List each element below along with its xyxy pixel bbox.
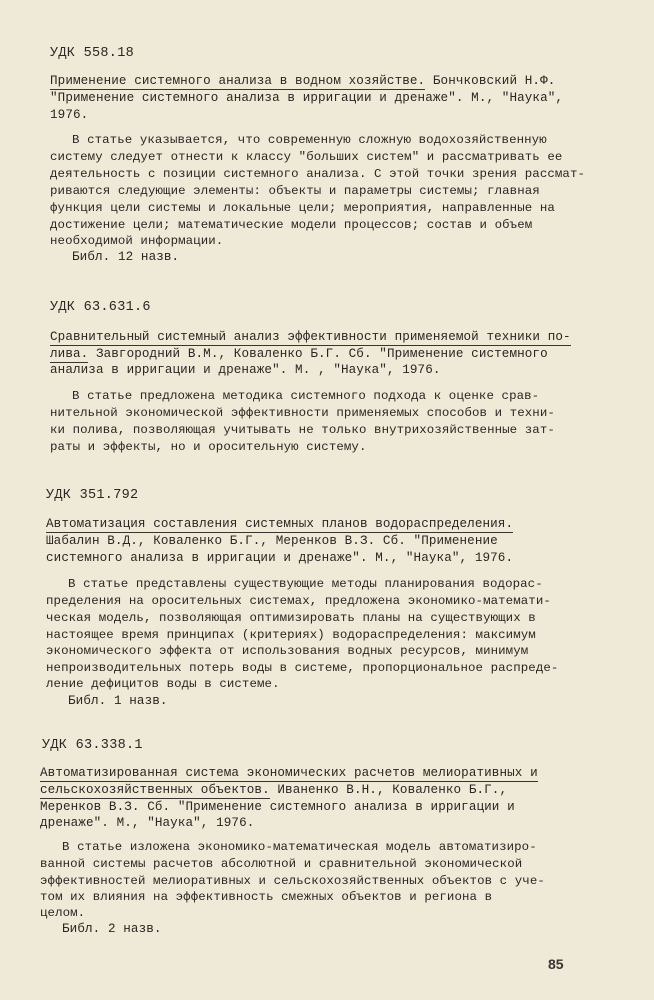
- entry-title-line: [50, 73, 555, 89]
- udk-code: УДК 351.792: [46, 488, 139, 503]
- authors: Завгородний В.М., Коваленко Б.Г. Сб. "Применение системного: [88, 347, 548, 361]
- abstract-line: деятельность с позиции системного анализа. С этой точки зрения рассмат-: [50, 167, 586, 181]
- abstract-line: ванной системы расчетов абсолютной и сравнительной экономической: [40, 857, 523, 871]
- bibliography-count: Библ. 1 назв.: [68, 694, 168, 708]
- citation-line: системного анализа в ирригации и дренаже". М., "Наука", 1976.: [46, 551, 514, 565]
- abstract-line: систему следует отнести к классу "больших систем" и рассматривать ее: [50, 150, 563, 164]
- abstract-line: непроизводительных потерь воды в системе, пропорциональное распреде-: [46, 661, 559, 675]
- abstract-line: достижение цели; математические модели процессов; состав и объем: [50, 218, 533, 232]
- abstract-line: функция цели системы и локальные цели; мероприятия, направленные на: [50, 201, 555, 215]
- citation-line: дренаже". М., "Наука", 1976.: [40, 816, 255, 830]
- authors: Иваненко В.Н., Коваленко Б.Г.,: [269, 783, 508, 797]
- article-title: Сравнительный системный анализ эффективности применяемой техники по-: [50, 330, 571, 344]
- article-title-continued: лива.: [50, 347, 89, 361]
- abstract-line: В статье указывается, что современную сложную водохозяйственную: [72, 133, 547, 147]
- citation-line: "Применение системного анализа в ирригации и дренаже". М., "Наука",: [50, 91, 564, 105]
- abstract-line: ки полива, позволяющая учитывать не только внутрихозяйственные зат-: [50, 423, 555, 437]
- abstract-line: В статье представлены существующие методы планирования водорас-: [68, 577, 543, 591]
- abstract-line: экономического эффекта от использования водных ресурсов, минимум: [46, 644, 529, 658]
- abstract-line: ческая модель, позволяющая оптимизировать планы на существующих в: [46, 611, 536, 625]
- article-title-continued: сельскохозяйственных объектов.: [40, 783, 270, 797]
- entry-title-line: [46, 516, 513, 532]
- citation-line: анализа в ирригации и дренаже". М. , "Наука", 1976.: [50, 363, 441, 377]
- article-title: Применение системного анализа в водном хозяйстве.: [50, 74, 426, 88]
- abstract-line: эффективностей мелиоративных и сельскохозяйственных объектов с уче-: [40, 874, 545, 888]
- article-title: Автоматизация составления системных планов водораспределения.: [46, 517, 514, 531]
- abstract-line: том их влияния на эффективность смежных объектов и региона в: [40, 890, 493, 904]
- citation-line: 1976.: [50, 108, 89, 122]
- abstract-line: ление дефицитов воды в системе.: [46, 677, 280, 691]
- bibliography-count: Библ. 12 назв.: [72, 250, 180, 264]
- abstract-line: раты и эффекты, но и оросительную систему.: [50, 440, 367, 454]
- abstract-line: нительной экономической эффективности применяемых способов и техни-: [50, 406, 555, 420]
- article-title: Автоматизированная система экономических расчетов мелиоративных и: [40, 766, 538, 780]
- abstract-line: пределения на оросительных системах, предложена экономико-математи-: [46, 594, 551, 608]
- citation-line: Меренков В.З. Сб. "Применение системного анализа в ирригации и: [40, 800, 515, 814]
- udk-code: УДК 63.338.1: [42, 738, 143, 753]
- page-number: 85: [548, 956, 564, 972]
- entry-title-line: [50, 329, 571, 345]
- abstract-line: В статье предложена методика системного подхода к оценке срав-: [72, 389, 540, 403]
- abstract-line: настоящее время принципах (критериях) водораспределения: максимум: [46, 628, 536, 642]
- authors: Бончковский Н.Ф.: [425, 74, 556, 88]
- entry-title-line: [40, 782, 507, 798]
- abstract-line: риваются следующие элементы: объекты и параметры системы; главная: [50, 184, 540, 198]
- entry-title-line: [40, 765, 538, 781]
- bibliography-count: Библ. 2 назв.: [62, 922, 162, 936]
- abstract-line: В статье изложена экономико-математическая модель автоматизиро-: [62, 840, 537, 854]
- entry-title-line: [50, 346, 548, 362]
- udk-code: УДК 558.18: [50, 46, 135, 61]
- abstract-line: целом.: [40, 906, 86, 920]
- udk-code: УДК 63.631.6: [50, 300, 151, 315]
- abstract-line: необходимой информации.: [50, 234, 224, 248]
- citation-line: Шабалин В.Д., Коваленко Б.Г., Меренков В.З. Сб. "Применение: [46, 534, 498, 548]
